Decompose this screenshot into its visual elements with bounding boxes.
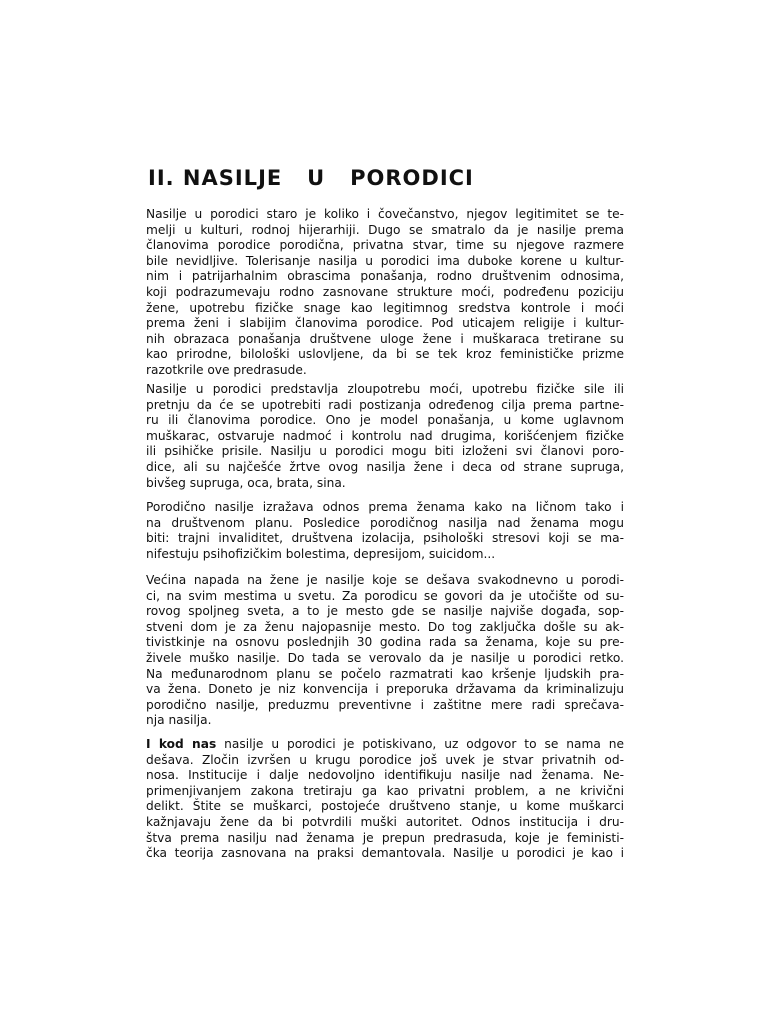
text-line: porodično nasilje, preduzmu preventivne i zaštitne mere radi sprečava-	[146, 697, 624, 712]
text-line: živele muško nasilje. Do tada se verovalo da je nasilje u porodici retko.	[146, 650, 624, 665]
text-line: čka teorija zasnovana na praksi demantovala. Nasilje u porodici je kao i	[146, 846, 624, 861]
text-line: bile nevidljive. Tolerisanje nasilja u porodici ima duboke korene u kultur-	[146, 253, 624, 268]
text-line: kažnjavaju žene da bi potvrdili muški autoritet. Odnos institucija i dru-	[146, 814, 624, 829]
text-line: ili psihičke prisile. Nasilju u porodici mogu biti izloženi svi članovi poro-	[146, 444, 624, 459]
text-line: nosa. Institucije i dalje nedovoljno identifikuju nasilje nad ženama. Ne-	[146, 768, 624, 783]
text-line: nim i patrijarhalnim obrascima ponašanja, rodno društvenim odnosima,	[146, 269, 624, 284]
text-line: na društvenom planu. Posledice porodičnog nasilja nad ženama mogu	[146, 515, 624, 530]
text-line: dice, ali su najčešće žrtve ovog nasilja žene i deca od strane supruga,	[146, 459, 624, 474]
text-line: Nasilje u porodici staro je koliko i čovečanstvo, njegov legitimitet se te-	[146, 207, 624, 221]
text-line: štva prema nasilju nad ženama je prepun predrasuda, koje je feministi-	[146, 830, 624, 845]
text-line: pretnju da će se upotrebiti radi postizanja određenog cilja prema partne-	[146, 397, 624, 412]
text-line: stveni dom je za ženu najopasnije mesto. Do tog zaključka došle su ak-	[146, 619, 624, 634]
paragraph-5	[146, 737, 624, 862]
text-line: muškarac, ostvaruje nadmoć i kontrolu nad drugima, korišćenjem fizičke	[146, 428, 624, 443]
text-line: tivistkinje na osnovu poslednjih 30 godina rada sa ženama, koje su pre-	[146, 635, 624, 650]
text-line: ci, na svim mestima u svetu. Za porodicu se govori da je utočište od su-	[146, 588, 624, 603]
chapter-heading: II. NASILJE U PORODICI	[148, 166, 474, 190]
paragraph-3	[146, 500, 624, 562]
text-line: žene, upotrebu fizičke snage kao legitimnog sredstva kontrole i moći	[146, 300, 624, 315]
text-line: članovima porodice porodična, privatna stvar, time su njegove razmere	[146, 238, 624, 253]
text-line: rovog spoljneg sveta, a to je mesto gde se nasilje najviše događa, sop-	[146, 604, 624, 619]
text-line: koji podrazumevaju rodno zasnovane strukture moći, podređenu poziciju	[146, 284, 624, 299]
text-line: nih obrazaca ponašanja društvene uloge žene i muškaraca tretirane su	[146, 331, 624, 346]
paragraph-2	[146, 382, 624, 491]
text-line: biti: trajni invaliditet, društvena izolacija, psihološki stresovi koji se ma-	[146, 531, 624, 546]
text-line	[146, 737, 624, 753]
text-line: melji u kulturi, rodnoj hijerarhiji. Dugo se smatralo da je nasilje prema	[146, 222, 624, 237]
paragraph-1	[146, 207, 624, 379]
text-line: va žena. Doneto je niz konvencija i preporuka državama da kriminalizuju	[146, 682, 624, 697]
text-line: razotkrile ove predrasude.	[146, 362, 307, 377]
text-line: Nasilje u porodici predstavlja zloupotrebu moći, upotrebu fizičke sile ili	[146, 382, 624, 396]
text-line: prema ženi i slabijim članovima porodice. Pod uticajem religije i kultur-	[146, 316, 624, 331]
text-line: nja nasilja.	[146, 713, 212, 728]
text-fragment: nasilje u porodici je potiskivano, uz odgovor to se nama ne	[216, 737, 624, 751]
text-line: nifestuju psihofizičkim bolestima, depresijom, suicidom...	[146, 546, 496, 561]
text-line: Većina napada na žene je nasilje koje se dešava svakodnevno u porodi-	[146, 573, 624, 587]
text-line: delikt. Štite se muškarci, postojeće društveno stanje, u kome muškarci	[146, 799, 624, 814]
bold-lead: I kod nas	[146, 737, 217, 751]
text-line: dešava. Zločin izvršen u krugu porodice još uvek je stvar privatnih od-	[146, 752, 624, 767]
text-line: ru ili članovima porodice. Ono je model ponašanja, u kome uglavnom	[146, 413, 624, 428]
text-line: Na međunarodnom planu se počelo razmatrati kao kršenje ljudskih pra-	[146, 666, 624, 681]
paragraph-4	[146, 573, 624, 729]
text-line: bivšeg supruga, oca, brata, sina.	[146, 475, 346, 490]
text-line: primenjivanjem zakona tretiraju ga kao privatni problem, a ne krivični	[146, 783, 624, 798]
text-line: Porodično nasilje izražava odnos prema ženama kako na ličnom tako i	[146, 500, 624, 514]
text-line: kao prirodne, bilološki uslovljene, da bi se tek kroz feminističke prizme	[146, 347, 624, 362]
